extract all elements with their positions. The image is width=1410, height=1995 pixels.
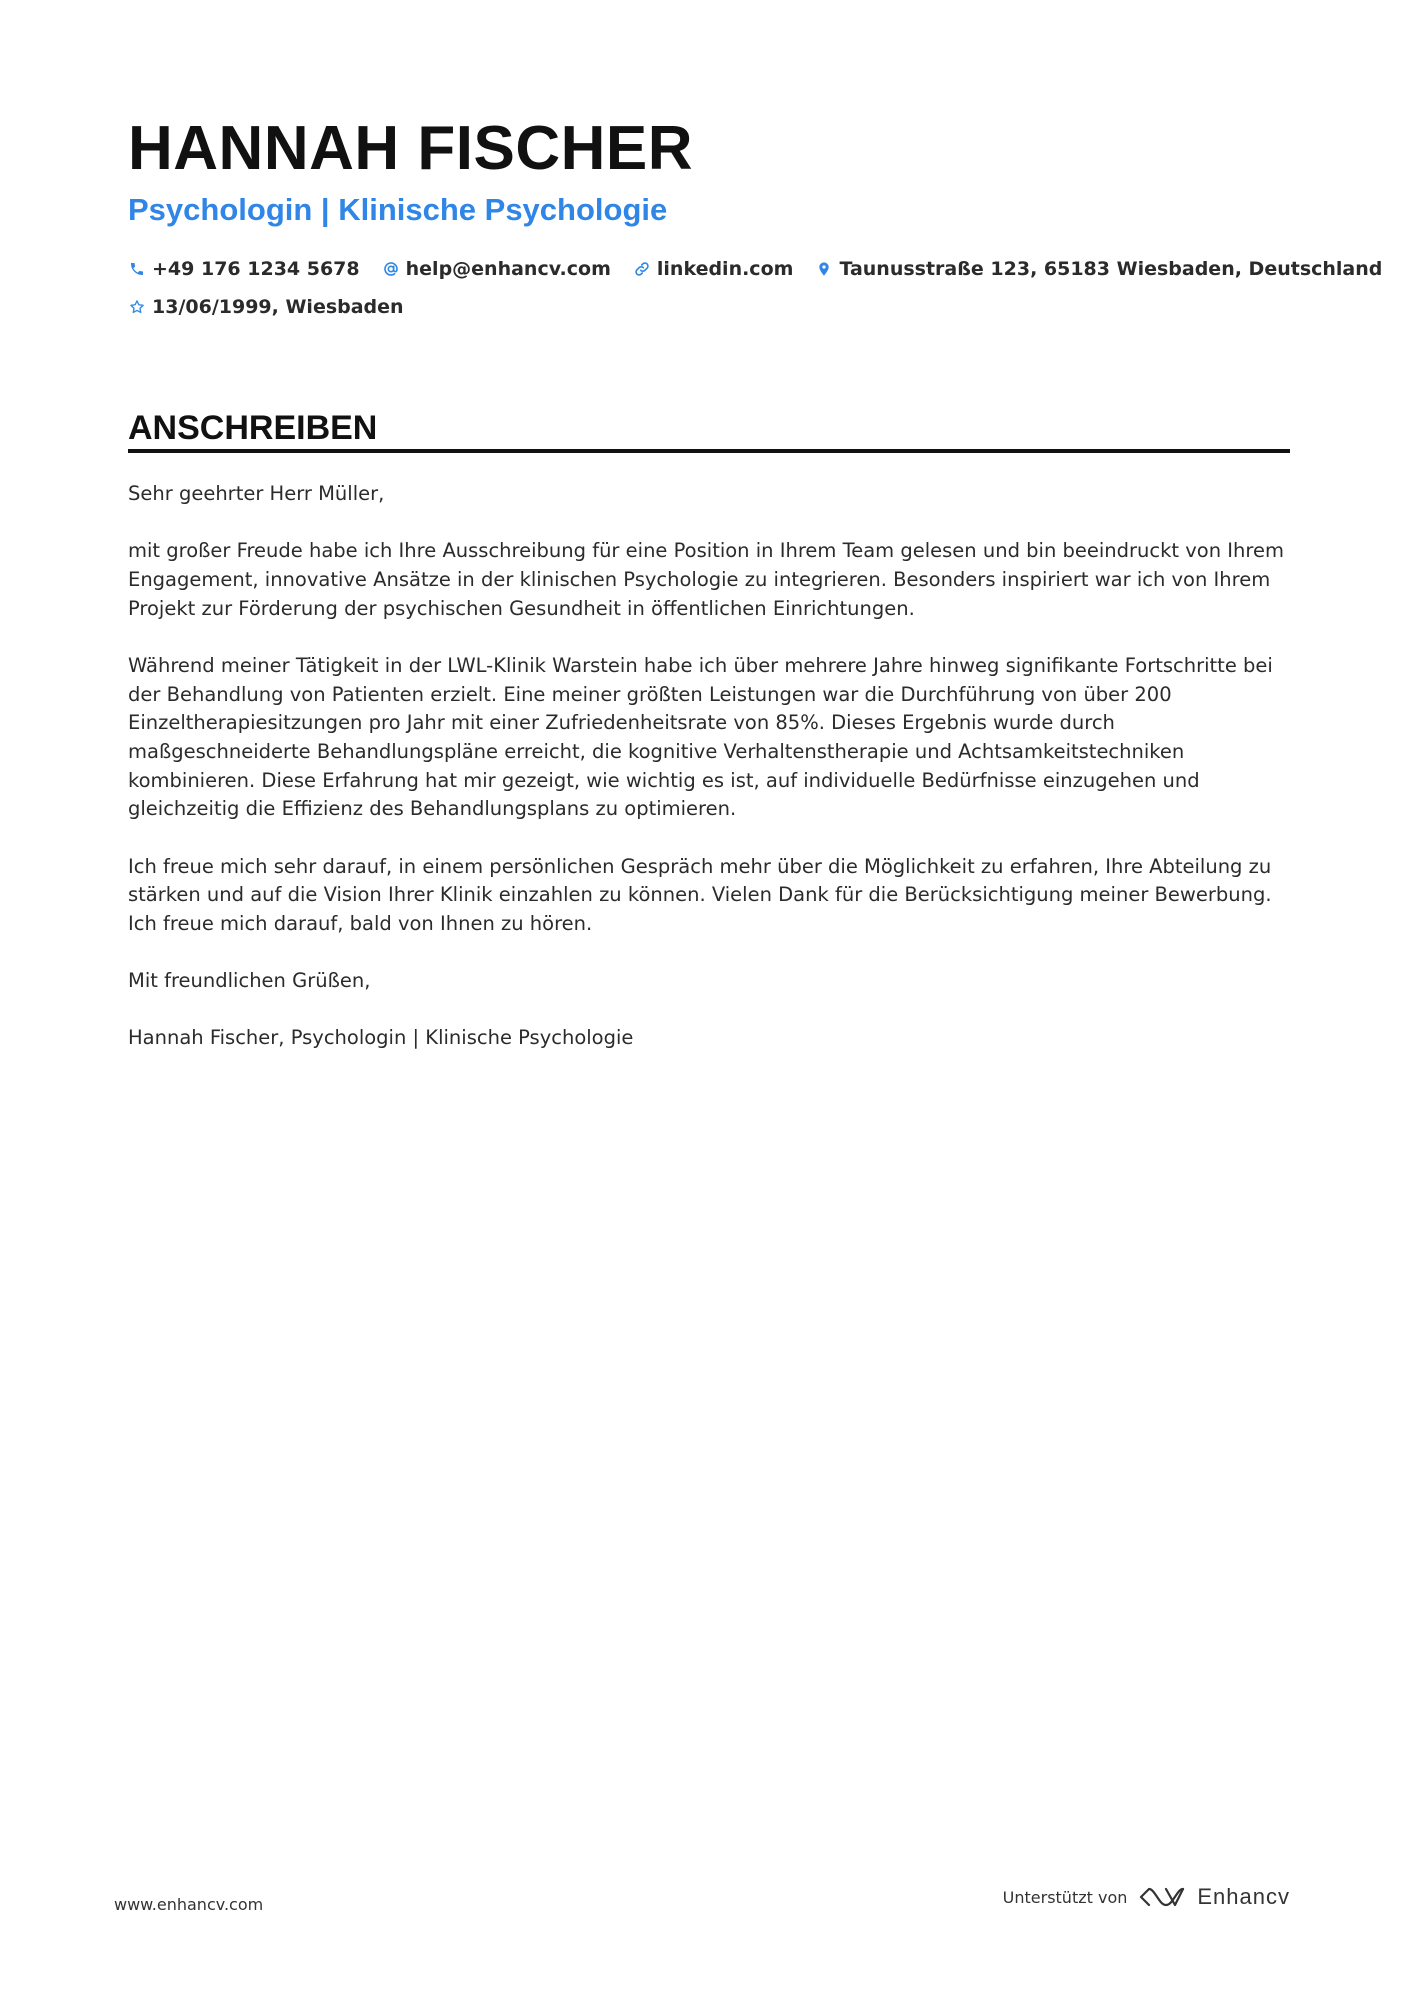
contact-linkedin-text: linkedin.com	[656, 258, 794, 280]
brand-name: Enhancv	[1197, 1884, 1290, 1909]
contact-email[interactable]	[382, 258, 611, 280]
powered-by-text: Unterstützt von	[1002, 1887, 1128, 1907]
section-title: ANSCHREIBEN	[128, 409, 378, 447]
letter-paragraph-2: Während meiner Tätigkeit in der LWL-Klinik Warstein habe ich über mehrere Jahre hinweg signifikante Fortschritte bei der Behandlung von Patienten erzielt. Eine meiner größten Leistungen war die Durchführung von über 200 Einzeltherapiesitzungen pro Jahr mit einer Zufriedenheitsrate von 85%. Dieses Ergebnis wurde durch maßgeschneiderte Behandlungspläne erreicht, die kognitive Verhaltenstherapie und Achtsamkeitstechniken kombinieren. Diese Erfahrung hat mir gezeigt, wie wichtig es ist, auf individuelle Bedürfnisse einzugehen und gleichzeitig die Effizienz des Behandlungsplans zu optimieren.	[128, 653, 1273, 821]
applicant-name: HANNAH FISCHER	[128, 114, 693, 183]
letter-paragraph-1: mit großer Freude habe ich Ihre Ausschreibung für eine Position in Ihrem Team gelesen und bin beeindruckt von Ihrem Engagement, innovative Ansätze in der klinischen Psychologie zu integrieren. Besonders inspiriert war ich von Ihrem Projekt zur Förderung der psychischen Gesundheit in öffentlichen Einrichtungen.	[128, 539, 1284, 620]
section-divider	[128, 449, 1290, 453]
letter-body	[128, 480, 1290, 1082]
at-icon	[382, 260, 400, 278]
footer-branding	[1003, 1884, 1290, 1910]
letter-paragraph-3: Ich freue mich sehr darauf, in einem persönlichen Gespräch mehr über die Möglichkeit zu erfahren, Ihre Abteilung zu stärken und auf die Vision Ihrer Klinik einzahlen zu können. Vielen Dank für die Berücksichtigung meiner Bewerbung. Ich freue mich darauf, bald von Ihnen zu hören.	[128, 854, 1272, 935]
contact-phone-text: +49 176 1234 5678	[152, 258, 360, 280]
location-pin-icon	[815, 260, 833, 278]
contact-address-text: Taunusstraße 123, 65183 Wiesbaden, Deutschland	[839, 258, 1383, 280]
contact-row-2	[128, 292, 426, 322]
link-icon	[633, 260, 651, 278]
star-icon	[128, 298, 146, 316]
contact-birth	[128, 296, 404, 318]
enhancv-logo-icon	[1139, 1884, 1185, 1910]
contact-birth-text: 13/06/1999, Wiesbaden	[152, 296, 404, 318]
contact-linkedin[interactable]	[633, 258, 794, 280]
contact-email-text: help@enhancv.com	[405, 258, 611, 280]
phone-icon	[128, 260, 146, 278]
letter-closing: Mit freundlichen Grüßen,	[128, 969, 371, 993]
applicant-job-title: Psychologin | Klinische Psychologie	[128, 192, 668, 227]
contact-phone[interactable]	[128, 258, 360, 280]
contact-address	[815, 258, 1382, 280]
footer-website-link[interactable]: www.enhancv.com	[114, 1895, 264, 1914]
letter-signature: Hannah Fischer, Psychologin | Klinische Psychologie	[128, 1026, 634, 1050]
contact-row-1	[128, 254, 1404, 284]
letter-salutation: Sehr geehrter Herr Müller,	[128, 482, 385, 505]
